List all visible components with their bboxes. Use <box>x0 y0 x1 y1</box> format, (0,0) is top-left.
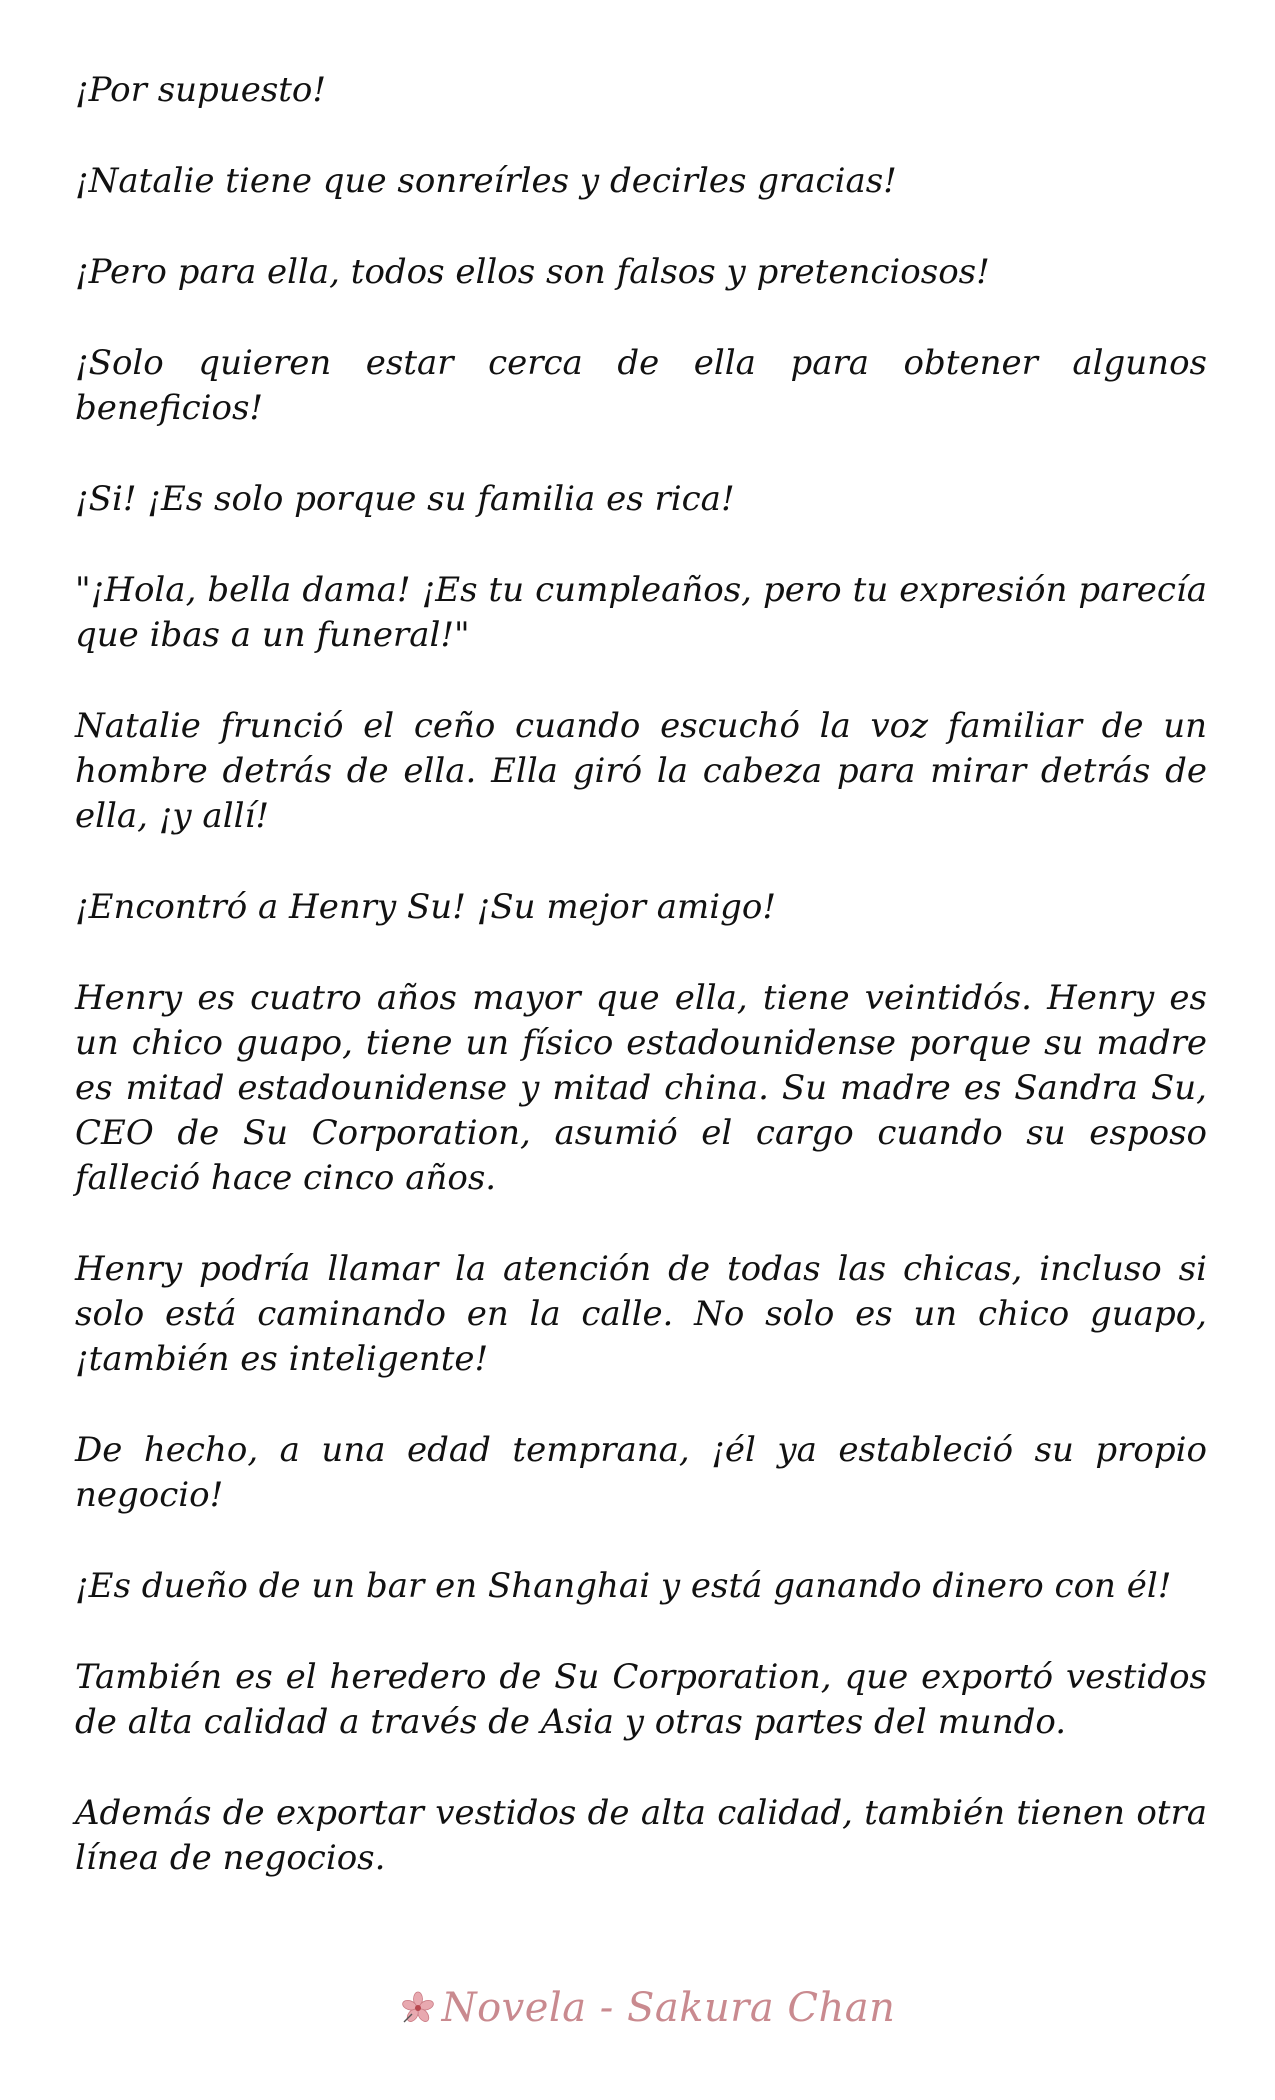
paragraph-14: Además de exportar vestidos de alta calidad, también tienen otra línea de negocios. <box>75 1793 1207 1878</box>
paragraph-6: "¡Hola, bella dama! ¡Es tu cumpleaños, pero tu expresión parecía que ibas a un funeral!" <box>75 570 1207 655</box>
paragraph-9: Henry es cuatro años mayor que ella, tiene veintidós. Henry es un chico guapo, tiene un físico estadounidense porque su madre es mitad estadounidense y mitad china. Su madre es Sandra Su, CEO de Su Corporation, asumió el cargo cuando su esposo falleció hace cinco años. <box>75 978 1207 1198</box>
watermark-text: Novela - Sakura Chan <box>441 1985 896 2031</box>
paragraph-2: ¡Natalie tiene que sonreírles y decirles gracias! <box>75 161 897 201</box>
paragraph-4: ¡Solo quieren estar cerca de ella para obtener algunos beneficios! <box>75 343 1207 428</box>
paragraph-1: ¡Por supuesto! <box>75 70 327 110</box>
watermark-group <box>400 1985 896 2031</box>
paragraph-13: También es el heredero de Su Corporation, que exportó vestidos de alta calidad a través de Asia y otras partes del mundo. <box>75 1657 1207 1742</box>
paragraph-12: ¡Es dueño de un bar en Shanghai y está ganando dinero con él! <box>75 1566 1172 1606</box>
paragraph-5: ¡Si! ¡Es solo porque su familia es rica! <box>75 479 735 519</box>
paragraph-7: Natalie frunció el ceño cuando escuchó la voz familiar de un hombre detrás de ella. Ella giró la cabeza para mirar detrás de ella, ¡y allí! <box>75 706 1207 836</box>
paragraph-3: ¡Pero para ella, todos ellos son falsos y pretenciosos! <box>75 252 990 292</box>
paragraph-11: De hecho, a una edad temprana, ¡él ya estableció su propio negocio! <box>75 1430 1207 1515</box>
paragraph-8: ¡Encontró a Henry Su! ¡Su mejor amigo! <box>75 887 777 927</box>
sakura-flower-icon <box>400 1990 436 2026</box>
watermark <box>0 1978 1275 2038</box>
paragraph-10: Henry podría llamar la atención de todas las chicas, incluso si solo está caminando en la calle. No solo es un chico guapo, ¡también es inteligente! <box>75 1249 1207 1379</box>
story-text <box>75 68 1207 1927</box>
